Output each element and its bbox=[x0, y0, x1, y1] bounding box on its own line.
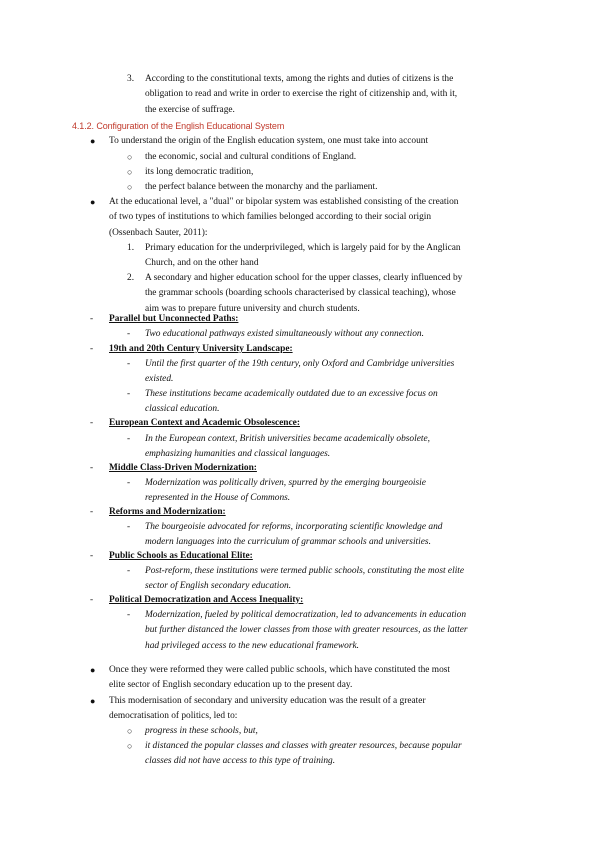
circle-bullet-icon: ○ bbox=[127, 152, 133, 162]
sub-item bbox=[145, 739, 529, 770]
text-line: had privileged access to the new educational framework. bbox=[145, 640, 360, 651]
section-item bbox=[145, 608, 529, 654]
section-title: Parallel but Unconnected Paths: bbox=[109, 314, 239, 324]
text-line: elite sector of English secondary education up to the present day. bbox=[109, 680, 353, 691]
text-line: emphasizing humanities and classical languages. bbox=[145, 449, 331, 460]
dash-bullet: - bbox=[90, 551, 94, 561]
text-line: This modernisation of secondary and university education was the result of a greater bbox=[109, 696, 426, 706]
text-line: obligation to read and write in order to exercise the right of citizenship and, with it, bbox=[145, 89, 458, 100]
dash-bullet: - bbox=[90, 314, 94, 324]
section-item bbox=[145, 432, 529, 463]
text-line: sector of English secondary education. bbox=[145, 581, 292, 592]
dash-bullet: - bbox=[127, 566, 131, 576]
text-line: (Ossenbach Sauter, 2011): bbox=[109, 227, 208, 238]
text-line: Until the first quarter of the 19th century, only Oxford and Cambridge universities bbox=[145, 359, 455, 369]
dash-bullet: - bbox=[90, 507, 94, 517]
text-line: aim was to prepare future university and church students. bbox=[145, 303, 360, 314]
text-line: classes did not have access to this type of training. bbox=[145, 756, 336, 767]
numbered-item bbox=[145, 241, 529, 272]
text-line: Modernization was politically driven, spurred by the emerging bourgeoisie bbox=[145, 478, 426, 488]
dash-bullet: - bbox=[90, 344, 94, 354]
sub-item: its long democratic tradition, bbox=[145, 167, 254, 177]
text-line: Primary education for the underprivileged, which is largely paid for by the Anglican bbox=[145, 243, 461, 253]
dash-bullet: - bbox=[127, 610, 131, 620]
text-line: classical education. bbox=[145, 404, 220, 415]
sub-item bbox=[145, 724, 529, 739]
numbered-item bbox=[145, 271, 529, 317]
dash-bullet: - bbox=[127, 389, 131, 399]
dash-bullet: - bbox=[127, 478, 131, 488]
text-line: progress in these schools, but, bbox=[145, 726, 258, 736]
dash-bullet: - bbox=[90, 463, 94, 473]
bullet-icon: ● bbox=[90, 197, 96, 207]
section-title: Middle Class-Driven Modernization: bbox=[109, 463, 257, 473]
list-number: 2. bbox=[127, 273, 135, 283]
text-line: it distanced the popular classes and classes with greater resources, because popular bbox=[145, 741, 462, 751]
dash-bullet: - bbox=[127, 359, 131, 369]
text-line: These institutions became academically outdated due to an excessive focus on bbox=[145, 389, 438, 399]
text-line: existed. bbox=[145, 374, 174, 385]
text-line: Post-reform, these institutions were termed public schools, constituting the most elite bbox=[145, 566, 465, 576]
section-title: European Context and Academic Obsolescence: bbox=[109, 418, 300, 428]
section-item bbox=[145, 520, 529, 551]
dash-bullet: - bbox=[127, 329, 131, 339]
dash-bullet: - bbox=[127, 522, 131, 532]
sub-item: the economic, social and cultural conditions of England. bbox=[145, 152, 357, 162]
dash-bullet: - bbox=[90, 418, 94, 428]
circle-bullet-icon: ○ bbox=[127, 167, 133, 177]
circle-bullet-icon: ○ bbox=[127, 182, 133, 192]
section-title: Political Democratization and Access Inequality: bbox=[109, 595, 304, 605]
section-item bbox=[145, 387, 529, 418]
text-line: Church, and on the other hand bbox=[145, 258, 259, 269]
sub-item: the perfect balance between the monarchy and the parliament. bbox=[145, 182, 378, 192]
text-line: modern languages into the curriculum of grammar schools and universities. bbox=[145, 537, 431, 548]
circle-bullet-icon: ○ bbox=[127, 741, 133, 751]
bullet-icon: ● bbox=[90, 696, 96, 706]
section-item bbox=[145, 564, 529, 595]
dash-bullet: - bbox=[90, 595, 94, 605]
text-line: democratisation of politics, led to: bbox=[109, 711, 238, 722]
text-line: The bourgeoisie advocated for reforms, incorporating scientific knowledge and bbox=[145, 522, 443, 532]
text-line: In the European context, British universities became academically obsolete, bbox=[145, 434, 430, 444]
section-heading: 4.1.2. Configuration of the English Educational System bbox=[72, 121, 285, 131]
list-number: 1. bbox=[127, 243, 135, 253]
section-title: 19th and 20th Century University Landscape: bbox=[109, 344, 293, 354]
text-line: but further distanced the lower classes from those with greater resources, as the latter bbox=[145, 625, 468, 636]
text-line: At the educational level, a "dual" or bipolar system was established consisting of the creation bbox=[109, 197, 459, 207]
text-line: To understand the origin of the English education system, one must take into account bbox=[109, 136, 429, 146]
text-line: According to the constitutional texts, among the rights and duties of citizens is the bbox=[145, 74, 454, 84]
list-item-3 bbox=[145, 72, 528, 118]
section-title: Public Schools as Educational Elite: bbox=[109, 551, 253, 561]
text-line: the exercise of suffrage. bbox=[145, 104, 235, 115]
bullet-paragraph bbox=[109, 134, 529, 149]
text-line: the grammar schools (boarding schools characterised by classical teaching), whose bbox=[145, 288, 456, 299]
list-number: 3. bbox=[127, 74, 135, 84]
bullet-paragraph bbox=[109, 663, 529, 694]
section-item bbox=[145, 476, 529, 507]
section-item bbox=[145, 327, 529, 342]
text-line: A secondary and higher education school for the upper classes, clearly influenced by bbox=[145, 273, 463, 283]
text-line: represented in the House of Commons. bbox=[145, 493, 291, 504]
circle-bullet-icon: ○ bbox=[127, 726, 133, 736]
bullet-icon: ● bbox=[90, 665, 96, 675]
bullet-paragraph bbox=[109, 195, 529, 241]
text-line: Modernization, fueled by political democratization, led to advancements in education bbox=[145, 610, 467, 620]
section-title: Reforms and Modernization: bbox=[109, 507, 226, 517]
bullet-paragraph bbox=[109, 694, 529, 725]
bullet-icon: ● bbox=[90, 136, 96, 146]
text-line: Two educational pathways existed simultaneously without any connection. bbox=[145, 329, 424, 339]
dash-bullet: - bbox=[127, 434, 131, 444]
text-line: of two types of institutions to which families belonged according to their social origin bbox=[109, 212, 432, 223]
section-item bbox=[145, 357, 529, 388]
text-line: Once they were reformed they were called public schools, which have constituted the most bbox=[109, 665, 451, 675]
